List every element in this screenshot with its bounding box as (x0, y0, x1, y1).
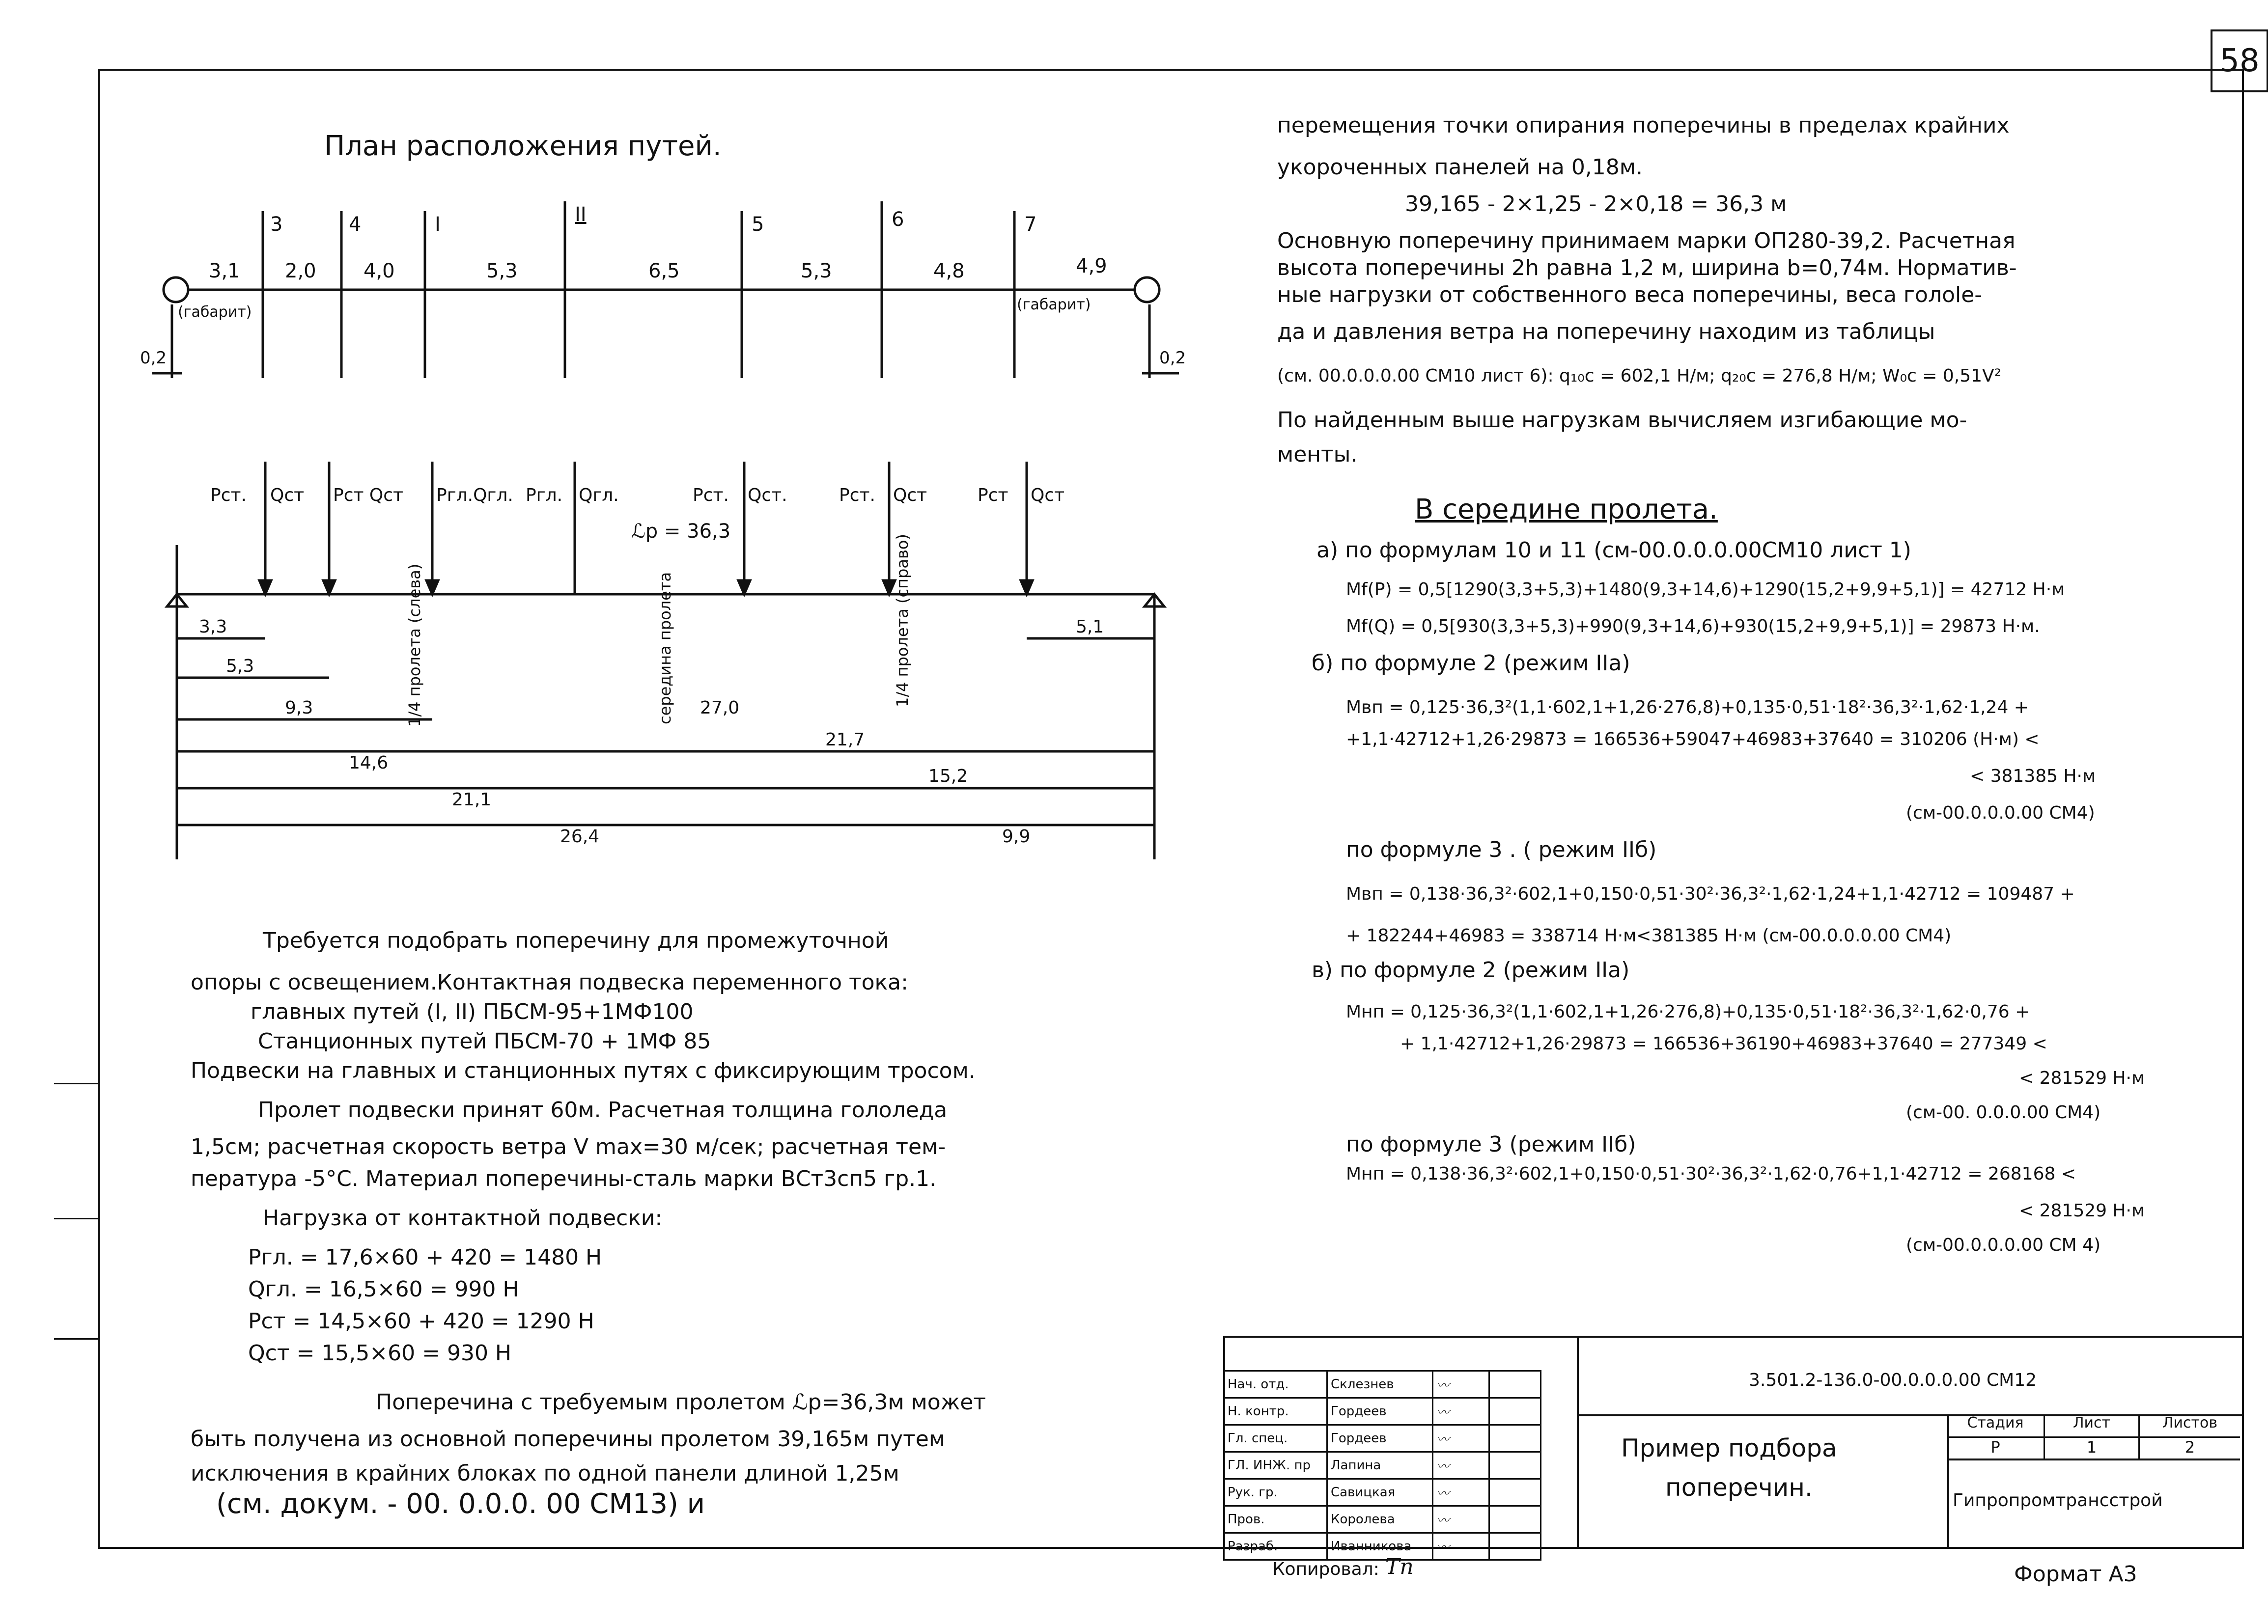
stamp-org: Гипропромтрансстрой (1953, 1490, 2163, 1511)
text-line: опоры с освещением.Контактная подвеска переменного тока: (191, 970, 908, 995)
load-label: Qгл. (579, 485, 619, 505)
formula-line: Mf(Q) = 0,5[930(3,3+5,3)+990(9,3+14,6)+930(15,2+9,9+5,1)] = 29873 Н·м. (1346, 616, 2040, 636)
track-label: 7 (1024, 213, 1037, 236)
stamp-col-head: Листов (2140, 1414, 2240, 1438)
formula-line: по формуле 3 . ( режим IIб) (1346, 837, 1657, 862)
track-label: 5 (752, 213, 764, 236)
stamp-role: Рук. гр. (1224, 1479, 1327, 1506)
quarter-left-label: 1/4 пролета (слева) (405, 563, 424, 727)
plan-dim: 6,5 (648, 260, 680, 282)
stamp-name: Гордеев (1327, 1425, 1433, 1452)
load-label: Рст. (210, 485, 247, 505)
plan-dim: 4,9 (1076, 255, 1107, 277)
beam-dim: 15,2 (928, 766, 968, 786)
closing-line: Поперечина с требуемым пролетом ℒр=36,3м может (376, 1390, 986, 1415)
text-line: Требуется подобрать поперечину для промежуточной (263, 928, 889, 953)
stamp-name: Королева (1327, 1506, 1433, 1533)
plan-dim: 5,3 (801, 260, 832, 282)
loads-heading: Нагрузка от контактной подвески: (263, 1206, 663, 1231)
margin-tick (54, 1338, 98, 1340)
stamp-name: Савицкая (1327, 1479, 1433, 1506)
quarter-right-label: 1/4 пролета (справо) (893, 534, 912, 707)
load-value: Qст = 15,5×60 = 930 Н (248, 1341, 512, 1366)
stamp-name: Гордеев (1327, 1398, 1433, 1425)
text-line: главных путей (I, II) ПБСМ-95+1МФ100 (251, 999, 694, 1024)
right-line: По найденным выше нагрузкам вычисляем изгибающие мо- (1277, 408, 1967, 433)
formula-line: < 381385 Н·м (1970, 766, 2096, 786)
page-number: 58 (2219, 43, 2260, 79)
text-line: Подвески на главных и станционных путях с фиксирующим тросом. (191, 1058, 976, 1083)
right-line: да и давления ветра на поперечину находим из таблицы (1277, 319, 1935, 344)
closing-line: (см. докум. - 00. 0.0.0. 00 СМ13) и (216, 1488, 705, 1520)
section-title: В середине пролета. (1415, 494, 1718, 525)
formula-line: (см-00. 0.0.0.00 СМ4) (1906, 1102, 2101, 1123)
load-label: Qст (1031, 485, 1065, 505)
beam-dim: 5,3 (226, 656, 254, 676)
stamp-title: Пример подбора (1621, 1434, 1837, 1462)
load-value: Ргл. = 17,6×60 + 420 = 1480 Н (248, 1245, 602, 1270)
formula-line: +1,1·42712+1,26·29873 = 166536+59047+46983+37640 = 310206 (Н·м) < (1346, 729, 2040, 749)
stamp-roles-table: Нач. отд. Склезнев 〰 Н. контр. Гордеев 〰 Гл. спец. Гордеев 〰 ГЛ. ИНЖ. пр Лапина 〰 Рук. гр. Савицкая 〰 Пров. Королева 〰 Разраб. Иванникова 〰 (1223, 1370, 1541, 1561)
stamp-name: Склезнев (1327, 1371, 1433, 1398)
formula-line: (см-00.0.0.0.00 СМ 4) (1906, 1235, 2101, 1255)
load-label: Ргл. (526, 485, 563, 505)
stamp-role: Гл. спец. (1224, 1425, 1327, 1452)
beam-dim: 9,3 (285, 698, 313, 718)
middle-label: середина пролета (656, 572, 674, 724)
closing-line: быть получена из основной поперечины пролетом 39,165м путем (191, 1427, 946, 1452)
formula-line: по формуле 3 (режим IIб) (1346, 1132, 1636, 1157)
track-label: 6 (892, 208, 904, 231)
text-line: пература -5°С. Материал поперечины-сталь марки ВСт3сп5 гр.1. (191, 1166, 937, 1191)
stamp-role: ГЛ. ИНЖ. пр (1224, 1452, 1327, 1479)
stamp-name: Лапина (1327, 1452, 1433, 1479)
gabarit-label-left: (габарит) (178, 303, 252, 321)
formula-line: в) по формуле 2 (режим IIа) (1312, 958, 1630, 983)
stamp-role: Разраб. (1224, 1533, 1327, 1560)
formula-line: + 182244+46983 = 338714 Н·м<381385 Н·м (см-00.0.0.0.00 СМ4) (1346, 926, 1952, 946)
margin-tick (54, 1218, 98, 1219)
track-label: I (435, 213, 441, 236)
stamp-col-val: 1 (2045, 1438, 2140, 1459)
copied-signature: Тп (1385, 1554, 1414, 1579)
stamp-col-head: Лист (2045, 1414, 2140, 1438)
track-label: 3 (270, 213, 283, 236)
plan-dim: 4,0 (364, 260, 395, 282)
beam-dim: 14,6 (349, 753, 389, 773)
stamp-meta (1947, 1414, 2240, 1460)
beam-dim: 27,0 (700, 698, 740, 718)
load-label: Qст. (748, 485, 787, 505)
beam-dim: 9,9 (1002, 826, 1031, 847)
formula-line: а) по формулам 10 и 11 (см-00.0.0.0.00СМ10 лист 1) (1316, 538, 1911, 563)
beam-dim: 26,4 (560, 826, 600, 847)
formula-line: (см-00.0.0.0.00 СМ4) (1906, 803, 2095, 823)
load-label: Рст. (839, 485, 875, 505)
track-label: 4 (349, 213, 362, 236)
page-number-box (2211, 29, 2268, 92)
formula-line: < 281529 Н·м (2019, 1201, 2145, 1221)
load-value: Qгл. = 16,5×60 = 990 Н (248, 1277, 519, 1302)
copied-label: Копировал: (1272, 1559, 1379, 1579)
load-label: Qст (893, 485, 927, 505)
load-value: Рст = 14,5×60 + 420 = 1290 Н (248, 1309, 594, 1334)
stamp-title: поперечин. (1665, 1473, 1813, 1502)
beam-dim: 3,3 (199, 617, 227, 637)
margin-tick (54, 1083, 98, 1084)
stamp-role: Нач. отд. (1224, 1371, 1327, 1398)
plan-dim: 4,8 (933, 260, 965, 282)
plan-offset-right: 0,2 (1159, 348, 1186, 368)
load-label: Рст. (693, 485, 729, 505)
right-line: менты. (1277, 442, 1358, 467)
formula-line: + 1,1·42712+1,26·29873 = 166536+36190+46983+37640 = 277349 < (1400, 1034, 2047, 1054)
stamp-col-val: Р (1947, 1438, 2045, 1459)
right-line: ные нагрузки от собственного веса поперечины, веса голole- (1277, 282, 1983, 307)
load-label: Ргл.Qгл. (436, 485, 513, 505)
span-label: ℒр = 36,3 (631, 520, 731, 543)
stamp-col-val: 2 (2184, 1438, 2195, 1457)
plan-dim: 5,3 (486, 260, 518, 282)
beam-dim: 21,7 (825, 730, 865, 750)
formula-line: Mвп = 0,138·36,3²·602,1+0,150·0,51·30²·36,3²·1,62·1,24+1,1·42712 = 109487 + (1346, 884, 2075, 904)
gabarit-label-right: (габарит) (1017, 296, 1091, 313)
right-line: (см. 00.0.0.0.00 СМ10 лист 6): q₁₀c = 602,1 Н/м; q₂₀c = 276,8 Н/м; W₀c = 0,51V² (1277, 366, 2002, 386)
formula-line: Mнп = 0,125·36,3²(1,1·602,1+1,26·276,8)+0,135·0,51·18²·36,3²·1,62·0,76 + (1346, 1002, 2030, 1022)
stamp-col-head: Стадия (1947, 1414, 2045, 1438)
stamp-code: 3.501.2-136.0-00.0.0.0.00 СМ12 (1749, 1370, 2037, 1390)
formula-line: Mf(P) = 0,5[1290(3,3+5,3)+1480(9,3+14,6)+1290(15,2+9,9+5,1)] = 42712 Н·м (1346, 579, 2065, 600)
load-label: Рст Qст (333, 485, 404, 505)
beam-dim: 21,1 (452, 790, 492, 810)
closing-line: исключения в крайних блоках по одной панели длиной 1,25м (191, 1461, 899, 1486)
formula-line: Mнп = 0,138·36,3²·602,1+0,150·0,51·30²·36,3²·1,62·0,76+1,1·42712 = 268168 < (1346, 1164, 2076, 1184)
right-line: Основную поперечину принимаем марки ОП280-39,2. Расчетная (1277, 228, 2016, 253)
beam-diagram (147, 452, 1204, 879)
formula-line: < 281529 Н·м (2019, 1068, 2145, 1088)
right-line: укороченных панелей на 0,18м. (1277, 155, 1643, 180)
load-label: Рст (978, 485, 1008, 505)
stamp-role: Н. контр. (1224, 1398, 1327, 1425)
text-line: Станционных путей ПБСМ-70 + 1МФ 85 (258, 1029, 711, 1054)
plan-dim: 3,1 (209, 260, 240, 282)
stamp-role: Пров. (1224, 1506, 1327, 1533)
plan-dim: 2,0 (285, 260, 316, 282)
text-line: Пролет подвески принят 60м. Расчетная толщина гололеда (258, 1098, 948, 1123)
format-label: Формат А3 (2014, 1562, 2137, 1587)
load-label: Qст (270, 485, 305, 505)
bottom-border (98, 1547, 2242, 1549)
text-line: 1,5см; расчетная скорость ветра V max=30 м/сек; расчетная тем- (191, 1134, 946, 1159)
right-line: перемещения точки опирания поперечины в пределах крайних (1277, 113, 2010, 138)
right-line: высота поперечины 2h равна 1,2 м, ширина b=0,74м. Норматив- (1277, 255, 2017, 280)
plan-offset-left: 0,2 (140, 348, 167, 368)
formula-line: б) по формуле 2 (режим IIа) (1312, 651, 1630, 676)
track-plan (123, 192, 1204, 403)
beam-dim: 5,1 (1076, 617, 1104, 637)
plan-title: План расположения путей. (324, 130, 722, 162)
stamp-name: Иванникова (1327, 1533, 1433, 1560)
formula-line: Mвп = 0,125·36,3²(1,1·602,1+1,26·276,8)+0,135·0,51·18²·36,3²·1,62·1,24 + (1346, 697, 2029, 717)
track-label: II (575, 203, 587, 226)
right-line: 39,165 - 2×1,25 - 2×0,18 = 36,3 м (1405, 192, 1787, 217)
